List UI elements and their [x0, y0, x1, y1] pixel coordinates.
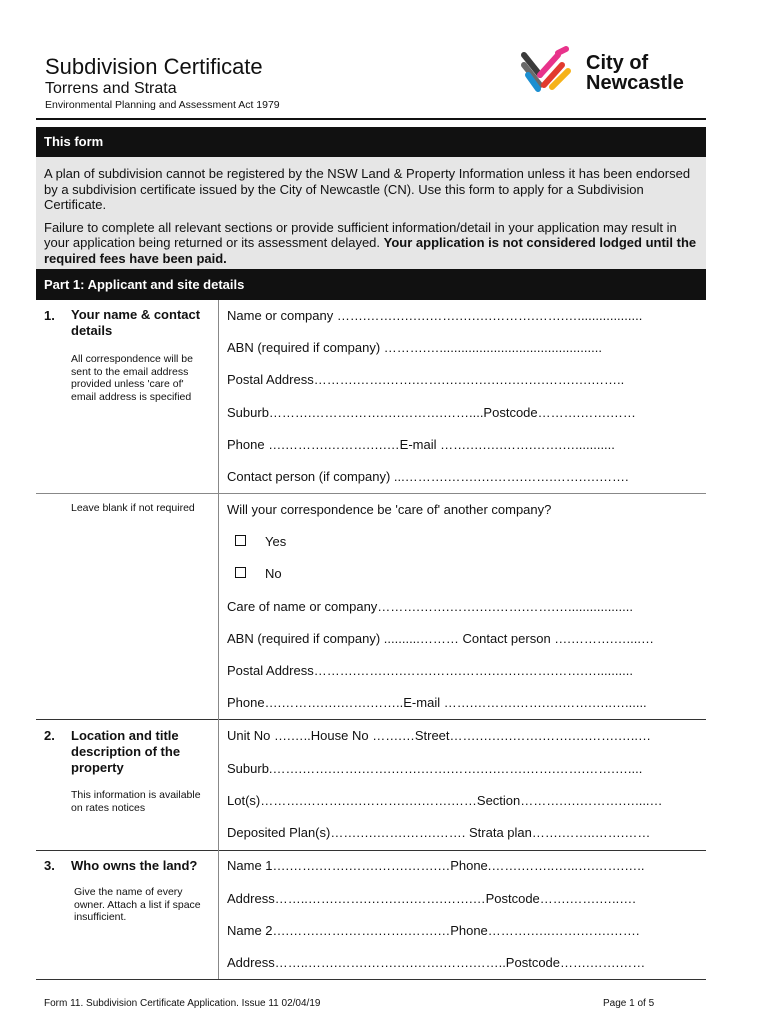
owner-address-1-field[interactable]: Address……..…….…….…….….…….…….…Postcode…….…….…..….: [227, 891, 636, 906]
owner-name-1-phone-field[interactable]: Name 1….…….…….…….…….…….…Phone.…….……..…...….…….…..: [227, 858, 645, 873]
postal-address-field[interactable]: Postal Address……….…….…….…….….….….….….….…….….……..: [227, 372, 625, 387]
document-subtitle: Torrens and Strata: [45, 80, 177, 97]
section-3-heading: Who owns the land?: [71, 858, 198, 873]
column-divider: [218, 300, 219, 979]
section-1-heading: Your name & contact details: [71, 307, 201, 338]
info-paragraph-2: [44, 220, 698, 267]
property-suburb-field[interactable]: Suburb.…….…….…….…….…….…….…….….…….…….…….…….…....: [227, 761, 643, 776]
logo-line-2: Newcastle: [586, 72, 684, 94]
logo-line-1: City of: [586, 52, 649, 74]
section-3-note: Give the name of every owner. Attach a list if space insufficient.: [74, 886, 201, 923]
suburb-postcode-field[interactable]: Suburb……….……….…….….……….……....Postcode……….…….……: [227, 405, 636, 420]
care-of-abn-contact-field[interactable]: ABN (required if company) ..........……… Contact person ….……….…....…: [227, 631, 654, 646]
newcastle-logo-mark-icon: [518, 45, 582, 101]
divider: [36, 493, 706, 494]
section-1-note: All correspondence will be sent to the email address provided unless 'care of' email address is specified: [71, 353, 193, 403]
yes-label: Yes: [265, 534, 287, 549]
name-or-company-field[interactable]: Name or company …….…….….….…….….….……….…….…..................: [227, 308, 643, 323]
document-title: Subdivision Certificate: [45, 54, 263, 79]
section-divider: [36, 719, 706, 720]
city-of-newcastle-logo: [518, 45, 708, 101]
no-checkbox[interactable]: [235, 567, 246, 578]
yes-checkbox[interactable]: [235, 535, 246, 546]
footer-form-info: Form 11. Subdivision Certificate Application. Issue 11 02/04/19: [44, 998, 321, 1009]
lot-section-field[interactable]: Lot(s)……….……….….……….….…….……Section……….….……….…....…: [227, 793, 663, 808]
care-of-note: Leave blank if not required: [71, 502, 195, 514]
owner-name-2-phone-field[interactable]: Name 2….…….…….…….…….…….…Phone……….…..…….…….…….: [227, 923, 640, 938]
contact-person-field[interactable]: Contact person (if company) ...……….…….….…….…….…….….…….: [227, 469, 629, 484]
header-rule: [36, 118, 706, 120]
part1-banner: Part 1: Applicant and site details: [36, 269, 706, 300]
deposited-strata-plan-field[interactable]: Deposited Plan(s)…….….…….…….……. Strata plan…….……..…….……: [227, 825, 651, 840]
phone-email-field[interactable]: Phone ….……….……….….…E-mail …….….….…….…….…...........: [227, 437, 615, 452]
no-label: No: [265, 566, 282, 581]
care-of-postal-address-field[interactable]: Postal Address……….…….….…….…….…….….….…….…….…..........: [227, 663, 633, 678]
unit-house-street-field[interactable]: Unit No ….…..House No …….…Street…….….….…….…….….…….…..…: [227, 728, 652, 743]
section-2-number: 2.: [44, 728, 55, 743]
owner-address-2-field[interactable]: Address……..…….…….…….….…….…….……..Postcode…….…….……: [227, 955, 646, 970]
info-paragraph-2-bold: Your application is not considered lodged until the required fees have been paid.: [44, 235, 697, 266]
section-divider: [36, 850, 706, 851]
section-1-number: 1.: [44, 308, 55, 323]
section-3-number: 3.: [44, 858, 55, 873]
logo-wordmark: [586, 53, 684, 93]
section-2-heading: Location and title description of the property: [71, 728, 181, 775]
act-reference: Environmental Planning and Assessment Act 1979: [45, 99, 280, 111]
info-paragraph-2-text: Failure to complete all relevant sections or provide sufficient information/detail in your application may result in your application being returned or its assessment delayed.: [44, 219, 677, 250]
care-of-name-field[interactable]: Care of name or company……….…….…….….…….…….…..................: [227, 599, 633, 614]
this-form-info-box: [36, 157, 706, 269]
section-divider: [36, 979, 706, 980]
info-paragraph-1: A plan of subdivision cannot be registered by the NSW Land & Property Information unless it has been endorsed by a subdivision certificate issued by the City of Newcastle (CN). Use this form to apply for a Subdivision Certificate.: [44, 166, 691, 212]
section-2-note: This information is available on rates notices: [71, 789, 201, 814]
page-number: Page 1 of 5: [603, 998, 655, 1009]
this-form-banner: This form: [36, 127, 706, 157]
care-of-phone-email-field[interactable]: Phone….……….….…….……..E-mail …….……….…….….…….…..…......: [227, 695, 647, 710]
abn-field[interactable]: ABN (required if company) ……….….............................................: [227, 340, 602, 355]
care-of-question: Will your correspondence be 'care of' another company?: [227, 502, 552, 517]
